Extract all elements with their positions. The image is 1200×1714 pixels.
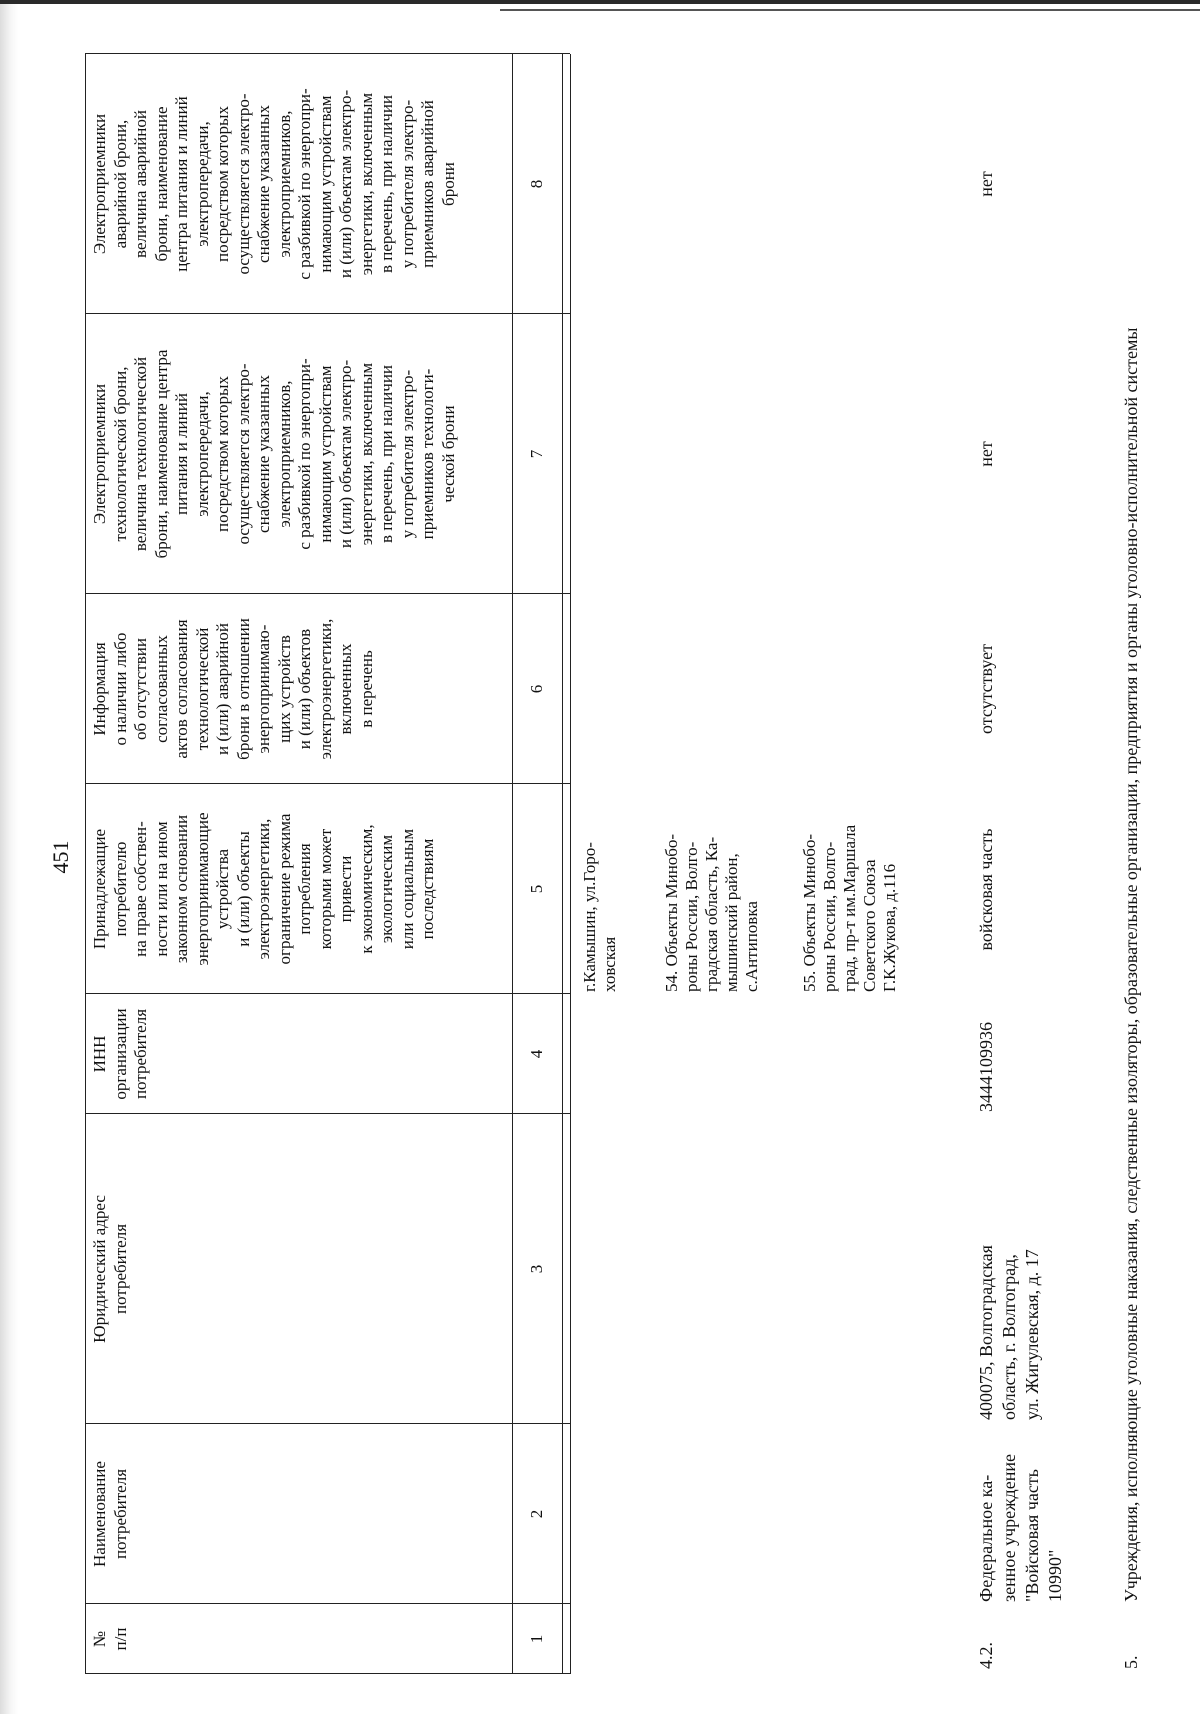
header-emergency-reserve: Электроприемники аварийной брони, величина аварийной брони, наименование центра питания и линий электропередачи, посредством которых осуществляется электро- снабжение указанных электроприемников, с разбивкой по энергопри- нимающим устройствам и (или) объектам электро- энергетики, включенным в перечень, при наличии у потребителя электро- приемников аварийной брони (90, 88, 458, 280)
column-number: 5 (527, 884, 546, 894)
column-number: 4 (527, 1049, 546, 1059)
devices-value: войсковая часть (976, 828, 996, 951)
inn-value: 3444109936 (976, 1022, 996, 1112)
column-number: 8 (527, 179, 546, 189)
emergency-reserve-value: нет (976, 171, 996, 197)
page-number: 451 (48, 840, 73, 874)
column-number: 2 (527, 1509, 546, 1519)
header-inn: ИНН организации потребителя (90, 1008, 150, 1100)
column-number: 6 (527, 684, 546, 694)
section-title: Учреждения, исполняющие уголовные наказания, следственные изоляторы, образовательные организации, предприятия и органы уголовно-исполнительной системы (1121, 327, 1141, 1602)
section-number: 5. (1121, 1655, 1141, 1669)
consumer-name: Федеральное ка- зенное учреждение "Войсковая часть 10990" (976, 1454, 1065, 1602)
header-legal-address: Юридический адрес потребителя (90, 1195, 130, 1343)
header-agreements: Информация о наличии либо об отсутствии согласованных актов согласования технологической и (или) аварийной брони в отношении энергопринимаю- щих устройств и (или) объектов электроэнергетики, включенных в перечень (90, 618, 376, 760)
object-address-entry: 55. Объекты Минобо- роны России, Волго- град, пр-т им.Маршала Советского Союза Г.К.Жукова, д.116 (800, 824, 899, 992)
row-number: 4.2. (976, 1642, 996, 1669)
header-number: № п/п (90, 1627, 130, 1651)
column-number: 1 (527, 1634, 546, 1644)
header-tech-reserve: Электроприемники технологической брони, величина технологической брони, наименование центра питания и линий электропередачи, посредством которых осуществляется электро- снабжение указанных электроприемников, с разбивкой по энергопри- нимающим устройствам и (или) объектам электро- энергетики, включенным в перечень, при наличии у потребителя электро- приемников технологи- ческой брони (90, 349, 458, 559)
column-number: 7 (527, 449, 546, 459)
object-address-entry: г.Камышин, ул.Горо- ховская (580, 842, 619, 992)
tech-reserve-value: нет (976, 441, 996, 467)
legal-address: 400075, Волгоградская область, г. Волгоград, ул. Жигулевская, д. 17 (976, 1245, 1042, 1420)
header-consumer-name: Наименование потребителя (90, 1461, 130, 1567)
column-number: 3 (527, 1264, 546, 1274)
header-devices: Принадлежащие потребителю на праве собствен- ности или на ином законном основании энергопринимающие устройства и (или) объекты электроэнергетики, ограничение режима потребления которыми может привести к экономическим, экологическим или социальным последствиям (90, 812, 437, 966)
agreements-value: отсутствует (976, 643, 996, 735)
object-address-entry: 54. Объекты Минобо- роны России, Волго- градская область, Ка- мышинский район, с.Антиповка (662, 833, 761, 992)
